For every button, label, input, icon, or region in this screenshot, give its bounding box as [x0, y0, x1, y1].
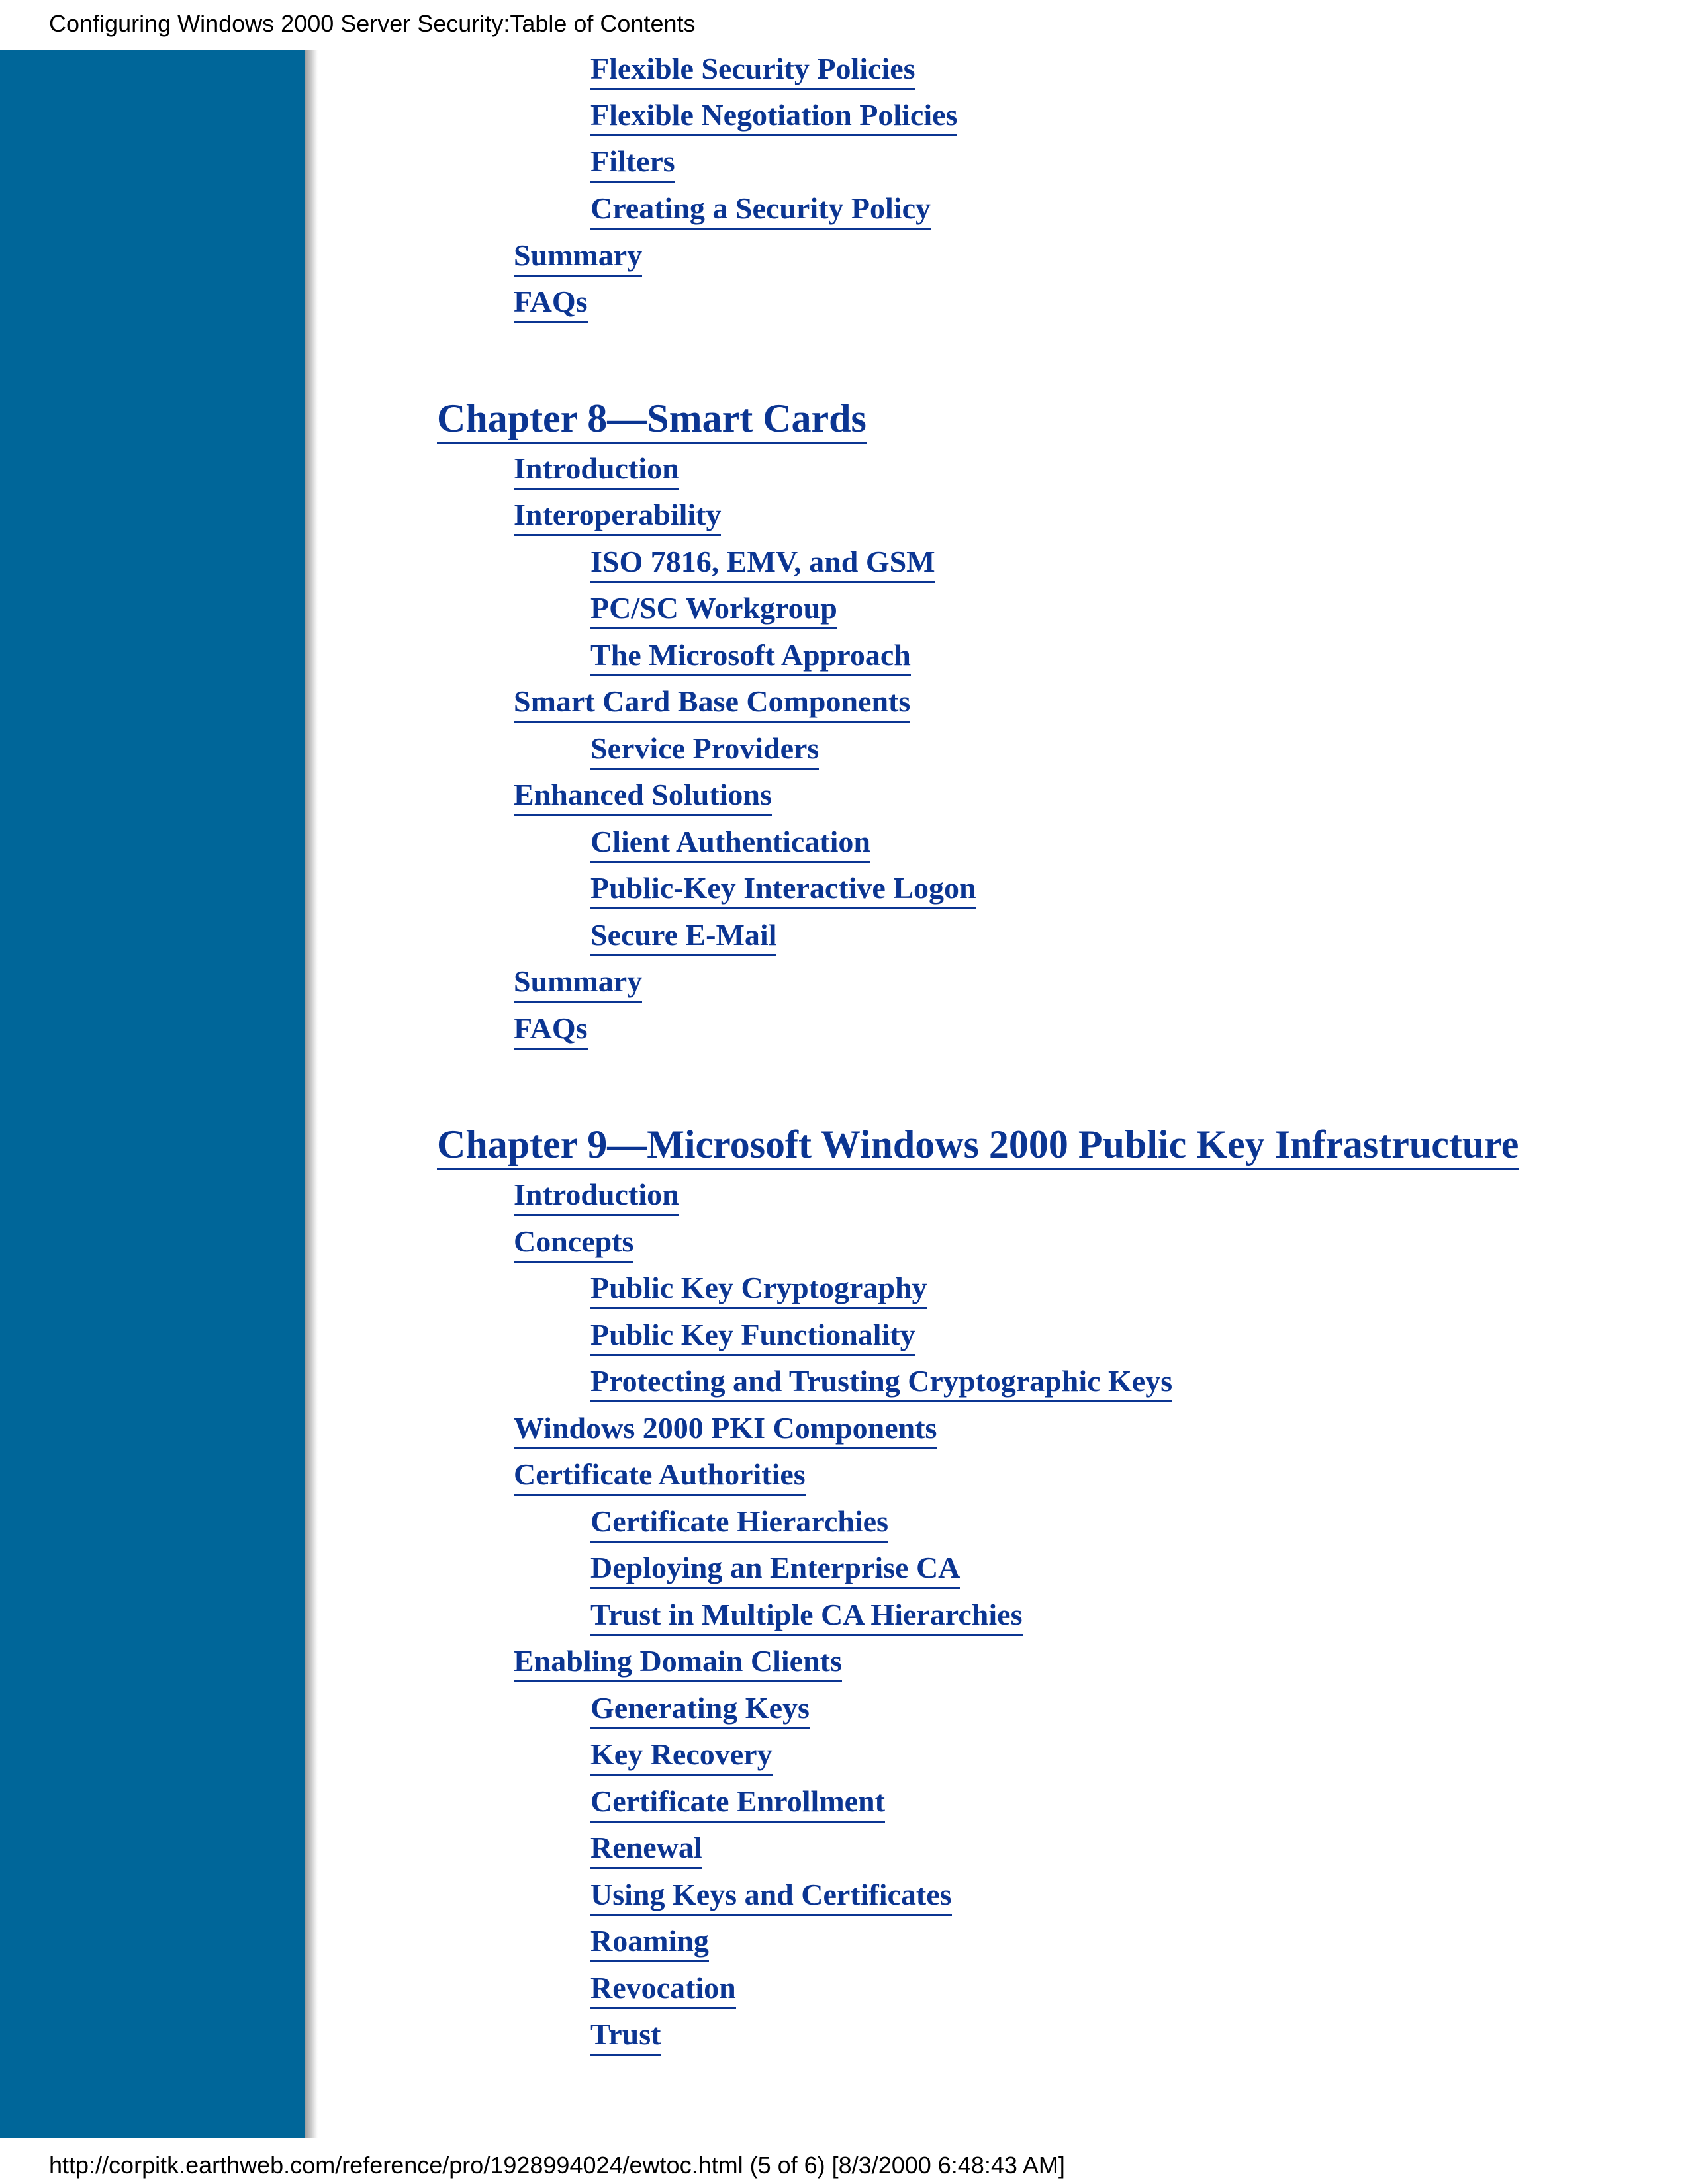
toc-link-ch8-faqs[interactable]: FAQs: [514, 1011, 588, 1050]
toc-link-ch9-concepts[interactable]: Concepts: [514, 1224, 633, 1263]
toc-link-ch9-revocation[interactable]: Revocation: [590, 1971, 736, 2009]
toc-link-ch8-secure-email[interactable]: Secure E-Mail: [590, 918, 776, 956]
toc-link-ch9-key-recovery[interactable]: Key Recovery: [590, 1737, 773, 1776]
toc-link-ch9-public-key-functionality[interactable]: Public Key Functionality: [590, 1318, 915, 1356]
toc-link-ch8-summary[interactable]: Summary: [514, 964, 642, 1003]
toc-link-ch9-deploying-enterprise-ca[interactable]: Deploying an Enterprise CA: [590, 1551, 960, 1589]
toc-link-ch9-using-keys-certificates[interactable]: Using Keys and Certificates: [590, 1878, 952, 1916]
toc-link-flexible-negotiation-policies[interactable]: Flexible Negotiation Policies: [590, 98, 957, 136]
toc-link-ch9-pki-components[interactable]: Windows 2000 PKI Components: [514, 1411, 937, 1449]
toc-link-ch8-pcsc-workgroup[interactable]: PC/SC Workgroup: [590, 591, 837, 629]
toc-link-ch9-generating-keys[interactable]: Generating Keys: [590, 1691, 810, 1729]
toc-link-ch9-certificate-enrollment[interactable]: Certificate Enrollment: [590, 1784, 885, 1823]
toc-link-summary[interactable]: Summary: [514, 238, 642, 277]
toc-link-ch8-interoperability[interactable]: Interoperability: [514, 498, 721, 536]
toc-link-ch8-microsoft-approach[interactable]: The Microsoft Approach: [590, 638, 911, 676]
toc-link-flexible-security-policies[interactable]: Flexible Security Policies: [590, 52, 915, 90]
toc-link-ch9-certificate-hierarchies[interactable]: Certificate Hierarchies: [590, 1504, 888, 1543]
toc-link-ch9-trust[interactable]: Trust: [590, 2017, 661, 2056]
page-footer-url: http://corpitk.earthweb.com/reference/pro/1928994024/ewtoc.html (5 of 6) [8/3/2000 6:48:43 AM]: [49, 2152, 1065, 2179]
toc-link-ch9-certificate-authorities[interactable]: Certificate Authorities: [514, 1457, 806, 1496]
toc-link-ch8-public-key-logon[interactable]: Public-Key Interactive Logon: [590, 871, 976, 909]
toc-link-faqs[interactable]: FAQs: [514, 285, 588, 323]
toc-link-ch9-protecting-keys[interactable]: Protecting and Trusting Cryptographic Keys: [590, 1364, 1172, 1402]
toc-link-ch8-client-authentication[interactable]: Client Authentication: [590, 825, 870, 863]
toc-link-ch9-renewal[interactable]: Renewal: [590, 1831, 702, 1869]
toc-link-creating-security-policy[interactable]: Creating a Security Policy: [590, 191, 931, 230]
toc-link-ch8-introduction[interactable]: Introduction: [514, 451, 679, 490]
toc-chapter-9-link[interactable]: Chapter 9—Microsoft Windows 2000 Public Key Infrastructure: [437, 1122, 1519, 1170]
toc-chapter-8-link[interactable]: Chapter 8—Smart Cards: [437, 396, 867, 444]
toc-link-ch8-service-providers[interactable]: Service Providers: [590, 731, 819, 770]
toc-link-ch9-trust-multiple-ca[interactable]: Trust in Multiple CA Hierarchies: [590, 1598, 1023, 1636]
toc-link-ch9-enabling-domain-clients[interactable]: Enabling Domain Clients: [514, 1644, 842, 1682]
page-header-title: Configuring Windows 2000 Server Security:Table of Contents: [49, 10, 696, 37]
toc-link-ch9-introduction[interactable]: Introduction: [514, 1177, 679, 1216]
toc-link-ch9-roaming[interactable]: Roaming: [590, 1924, 709, 1962]
toc-link-filters[interactable]: Filters: [590, 144, 675, 183]
toc-link-ch8-enhanced-solutions[interactable]: Enhanced Solutions: [514, 778, 772, 816]
toc-link-ch8-base-components[interactable]: Smart Card Base Components: [514, 684, 910, 723]
toc-link-ch9-public-key-cryptography[interactable]: Public Key Cryptography: [590, 1271, 927, 1309]
toc-link-ch8-iso-emv-gsm[interactable]: ISO 7816, EMV, and GSM: [590, 545, 935, 583]
